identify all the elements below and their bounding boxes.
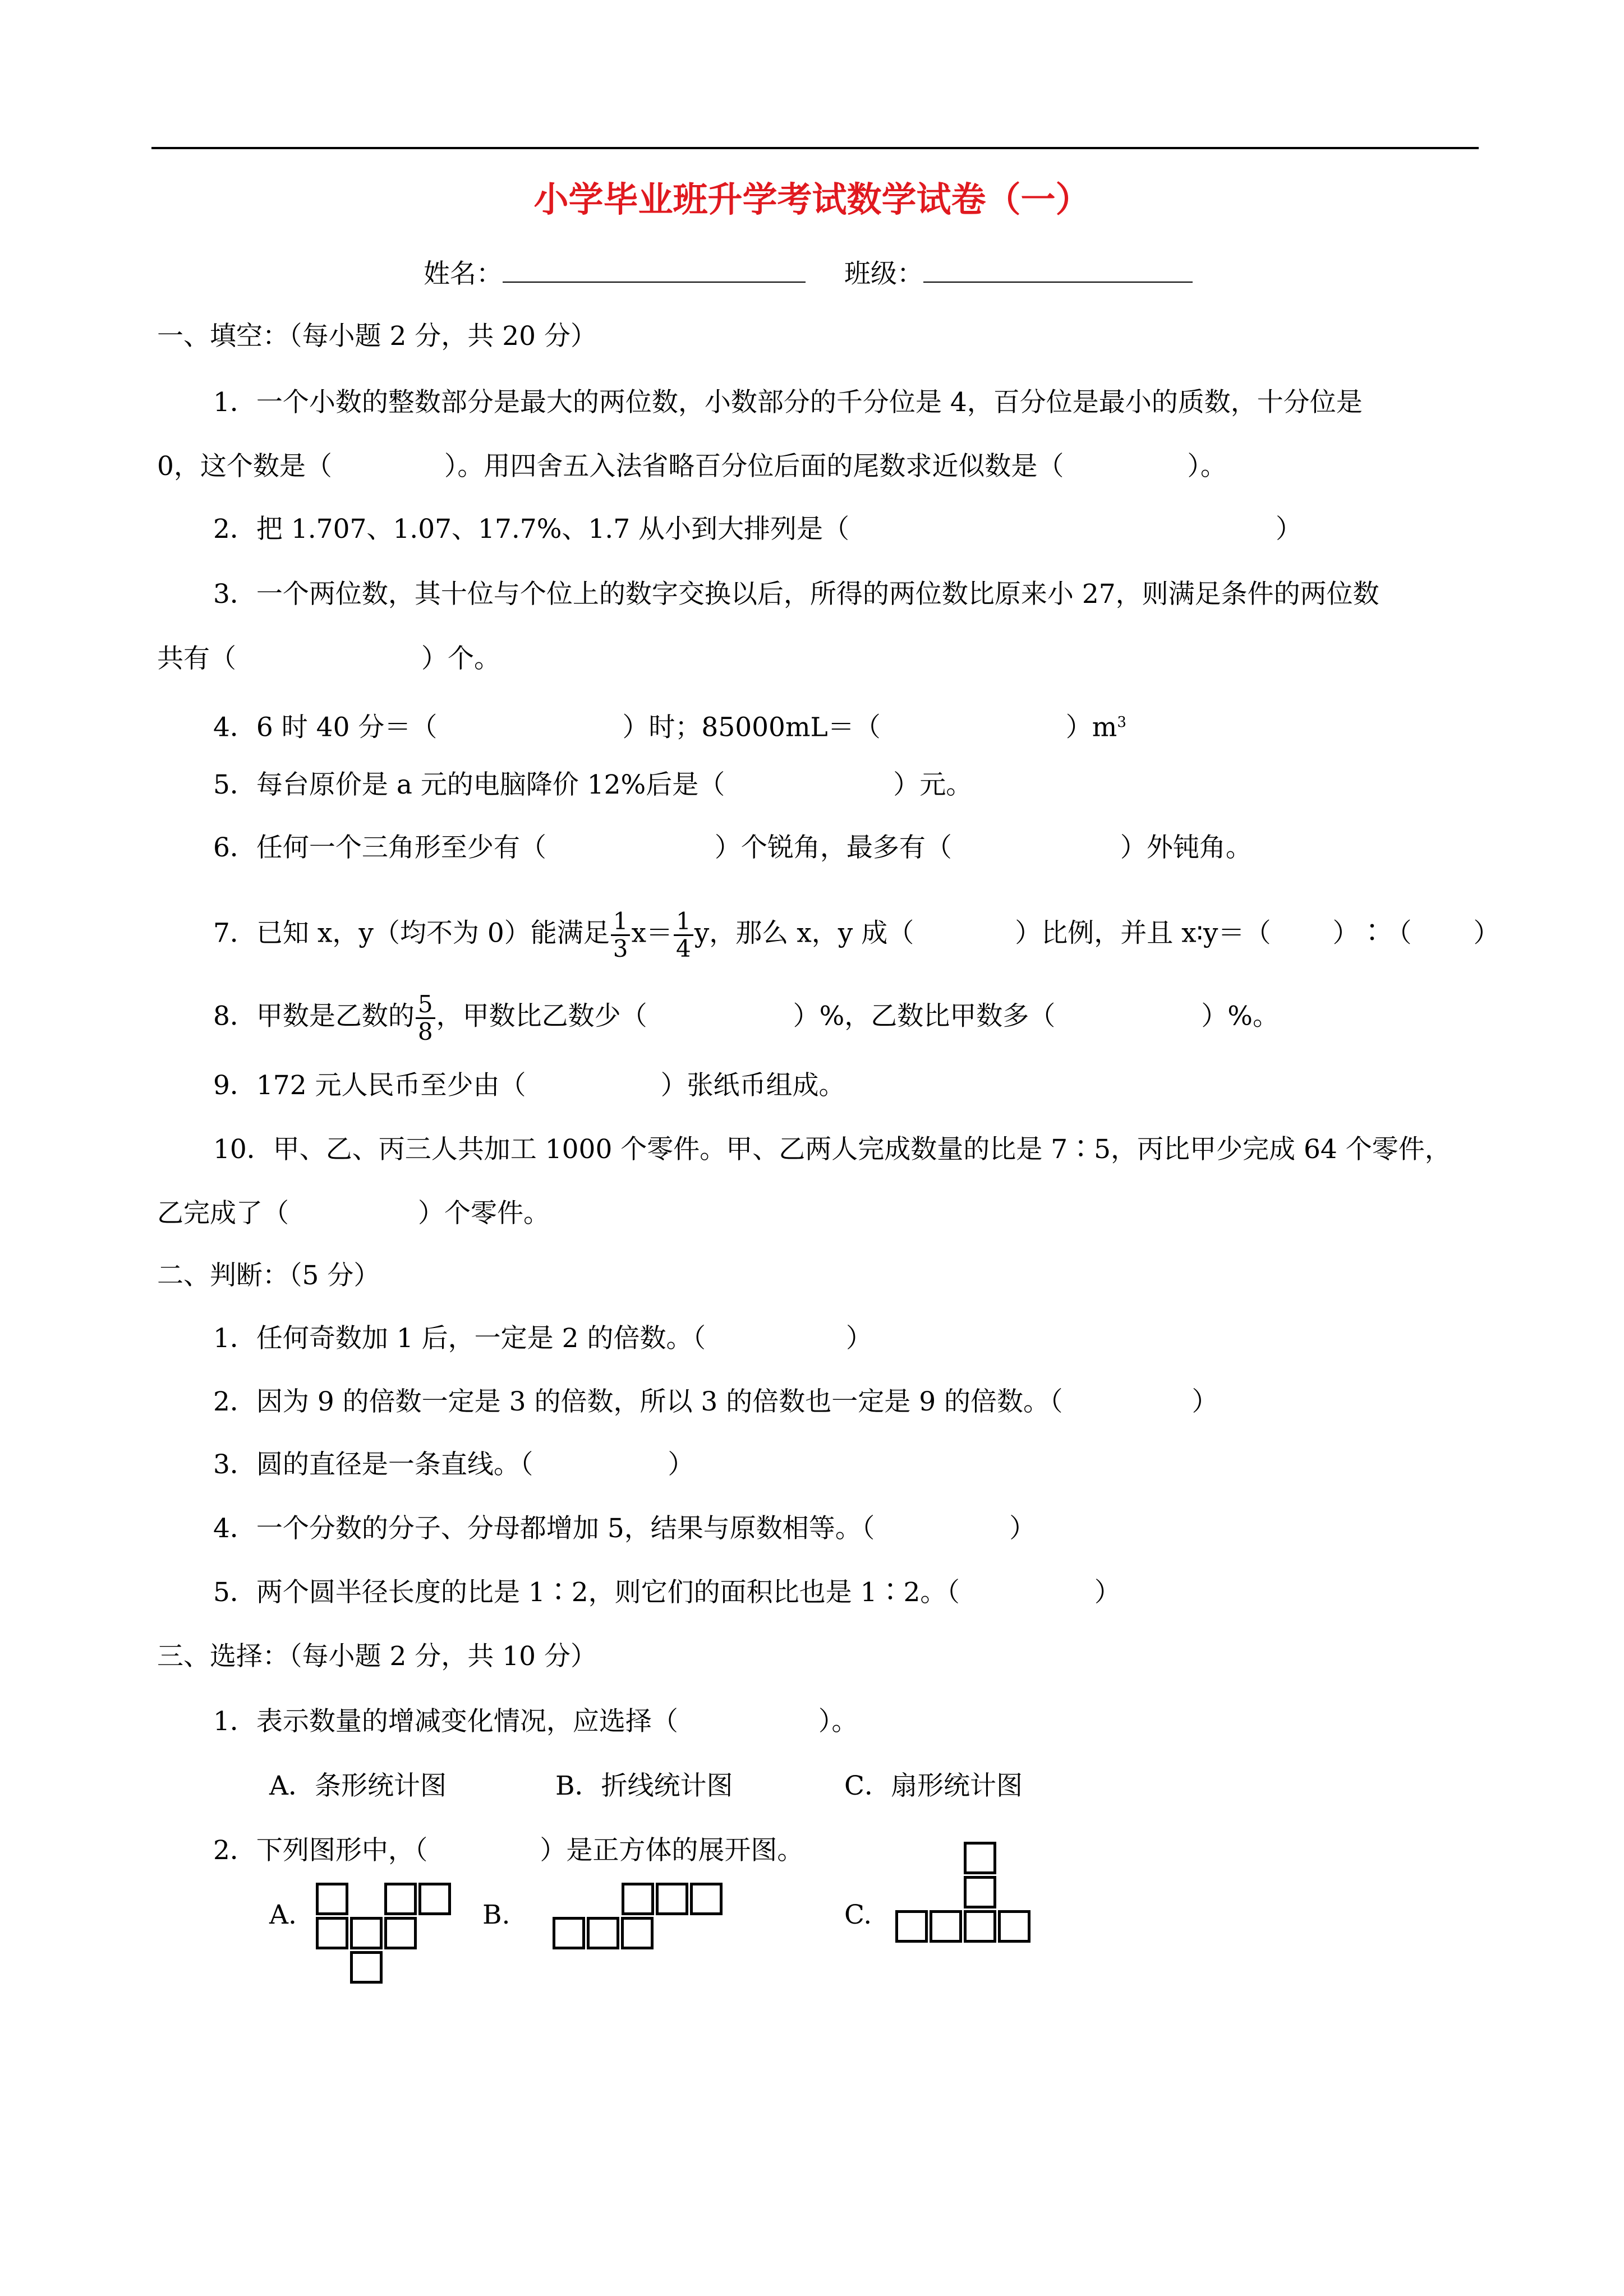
- net-b-square: [690, 1883, 723, 1915]
- net-c-square: [964, 1876, 996, 1908]
- net-label-c[interactable]: C.: [844, 1899, 872, 1930]
- q6-text-c: ）外钝角。: [1120, 832, 1252, 863]
- section3-heading: 三、选择：（每小题 2 分，共 10 分）: [157, 1641, 597, 1672]
- q3-line2: [157, 642, 500, 676]
- judge-item-2-text: 2．因为 9 的倍数一定是 3 的倍数，所以 3 的倍数也一定是 9 的倍数。（: [213, 1386, 1063, 1417]
- q5-text-b: ）元。: [893, 769, 973, 800]
- net-a-square: [384, 1883, 417, 1915]
- q8-fraction-numerator: 5: [416, 992, 435, 1019]
- q10-text-b: ）个零件。: [418, 1198, 550, 1229]
- net-b-square: [656, 1883, 688, 1915]
- q1-line2: [157, 450, 1227, 483]
- net-c-square: [895, 1910, 928, 1943]
- judge-item-4-text: 4．一个分数的分子、分母都增加 5，结果与原数相等。（: [213, 1513, 875, 1544]
- q8-text-a: 8．甲数是乙数的: [213, 1001, 415, 1032]
- q1-text-c: ）。: [1187, 451, 1227, 482]
- q2-text-a: 2．把 1.707、1.07、17.7%、1.7 从小到大排列是（: [213, 514, 850, 545]
- q9-line: [213, 1069, 845, 1103]
- q7-fraction-2-denominator: 4: [676, 935, 691, 962]
- q7-text-e: ）∶（: [1332, 918, 1412, 949]
- choice-q1-option-b[interactable]: B．折线统计图: [555, 1771, 733, 1801]
- q10-text-a: 乙完成了（: [157, 1198, 289, 1229]
- q7-line: [213, 909, 1499, 962]
- q7-text-f: ）: [1473, 918, 1500, 949]
- q8-line: [213, 992, 1279, 1045]
- judge-item-3-close: ）: [668, 1449, 694, 1480]
- judge-item-1: [213, 1322, 872, 1356]
- q8-fraction: [416, 992, 435, 1045]
- q7-fraction-2: [674, 909, 693, 962]
- q7-text-d: ）比例，并且 x∶y＝（: [1015, 918, 1271, 949]
- q7-text-a: 7．已知 x，y（均不为 0）能满足: [213, 918, 610, 949]
- judge-item-1-text: 1．任何奇数加 1 后，一定是 2 的倍数。（: [213, 1323, 706, 1354]
- judge-item-4-close: ）: [1009, 1513, 1036, 1544]
- q3-text-b: ）个。: [421, 643, 500, 674]
- net-a-square: [418, 1883, 451, 1915]
- q4-superscript: 3: [1117, 714, 1126, 731]
- judge-item-5-close: ）: [1094, 1577, 1121, 1608]
- section1-heading: 一、填空：（每小题 2 分，共 20 分）: [157, 321, 597, 352]
- q10-line2: [157, 1197, 550, 1230]
- q8-text-d: ）%。: [1201, 1001, 1279, 1032]
- q6-text-b: ）个锐角，最多有（: [714, 832, 952, 863]
- q6-text-a: 6．任何一个三角形至少有（: [213, 832, 546, 863]
- q6-line: [213, 831, 1252, 865]
- q7-text-c: y，那么 x，y 成（: [694, 918, 914, 949]
- q4-text-b: ）时；85000mL＝（: [622, 712, 881, 743]
- page-title: 小学毕业班升学考试数学试卷（一）: [533, 179, 1091, 220]
- judge-item-2-close: ）: [1191, 1386, 1218, 1417]
- judge-item-5-text: 5．两个圆半径长度的比是 1∶2，则它们的面积比也是 1∶2。（: [213, 1577, 960, 1608]
- net-b-square: [587, 1917, 619, 1949]
- choice-q1-text-b: ）。: [818, 1706, 858, 1737]
- q8-text-b: ，甲数比乙数少（: [436, 1001, 647, 1032]
- q4-text-c: ）m: [1065, 712, 1117, 743]
- q1-text-b: ）。用四舍五入法省略百分位后面的尾数求近似数是（: [444, 451, 1064, 482]
- net-c-square: [964, 1842, 996, 1874]
- q9-text-b: ）张纸币组成。: [660, 1070, 845, 1101]
- net-b-square: [621, 1917, 654, 1949]
- q1-line1: 1．一个小数的整数部分是最大的两位数，小数部分的千分位是 4，百分位是最小的质数，十分位是: [213, 387, 1363, 418]
- class-label: 班级：: [844, 259, 923, 289]
- q1-text-a: 0，这个数是（: [157, 451, 332, 482]
- net-c-square: [930, 1910, 962, 1943]
- judge-item-1-close: ）: [845, 1323, 872, 1354]
- q3-text-a: 共有（: [157, 643, 236, 674]
- class-field: [844, 257, 1193, 291]
- q7-fraction-1-denominator: 3: [613, 935, 628, 962]
- q2-line: [213, 513, 1302, 546]
- choice-q2-line: [213, 1834, 803, 1868]
- q8-fraction-denominator: 8: [417, 1018, 433, 1045]
- section2-heading: 二、判断：（5 分）: [157, 1260, 380, 1291]
- q2-text-b: ）: [1276, 514, 1303, 545]
- top-rule: [151, 147, 1479, 149]
- q3-line1: 3．一个两位数，其十位与个位上的数字交换以后，所得的两位数比原来小 27，则满足条件的两位数: [213, 579, 1379, 610]
- judge-item-5: [213, 1576, 1121, 1610]
- judge-item-3-text: 3．圆的直径是一条直线。（: [213, 1449, 533, 1480]
- judge-item-3: [213, 1448, 694, 1482]
- q7-fraction-1-numerator: 1: [611, 909, 631, 936]
- net-a-square: [350, 1951, 383, 1984]
- net-b-square: [622, 1883, 654, 1915]
- net-label-b[interactable]: B.: [482, 1899, 510, 1930]
- net-b-square: [553, 1917, 585, 1949]
- name-blank[interactable]: [503, 257, 806, 283]
- q5-line: [213, 768, 972, 802]
- q5-text-a: 5．每台原价是 a 元的电脑降价 12%后是（: [213, 769, 725, 800]
- net-a-square: [316, 1883, 348, 1915]
- choice-q2-text-b: ）是正方体的展开图。: [540, 1835, 804, 1866]
- net-a-square: [384, 1917, 417, 1949]
- q9-text-a: 9．172 元人民币至少由（: [213, 1070, 526, 1101]
- class-blank[interactable]: [923, 257, 1193, 283]
- choice-q1-text-a: 1．表示数量的增减变化情况，应选择（: [213, 1706, 678, 1737]
- judge-item-4: [213, 1512, 1036, 1546]
- choice-q2-text-a: 2．下列图形中，（: [213, 1835, 428, 1866]
- judge-item-2: [213, 1385, 1218, 1419]
- q7-fraction-2-numerator: 1: [674, 909, 693, 936]
- q7-text-b: x＝: [631, 918, 673, 949]
- name-label: 姓名：: [424, 259, 503, 289]
- choice-q1-option-a[interactable]: A．条形统计图: [269, 1771, 447, 1801]
- net-a-square: [350, 1917, 383, 1949]
- choice-q1-line: [213, 1705, 858, 1739]
- net-c-square: [998, 1910, 1030, 1943]
- q7-fraction-1: [611, 909, 631, 962]
- choice-q1-option-c[interactable]: C．扇形统计图: [844, 1771, 1023, 1801]
- net-c-square: [964, 1910, 996, 1943]
- q10-line1: 10．甲、乙、丙三人共加工 1000 个零件。甲、乙两人完成数量的比是 7∶5，丙比甲少完成 64 个零件，: [213, 1134, 1451, 1165]
- net-a-square: [316, 1917, 348, 1949]
- q8-text-c: ）%，乙数比甲数多（: [793, 1001, 1056, 1032]
- net-label-a[interactable]: A.: [269, 1899, 297, 1930]
- q4-line: [213, 706, 1126, 745]
- q4-text-a: 4．6 时 40 分＝（: [213, 712, 438, 743]
- name-field: [424, 257, 806, 291]
